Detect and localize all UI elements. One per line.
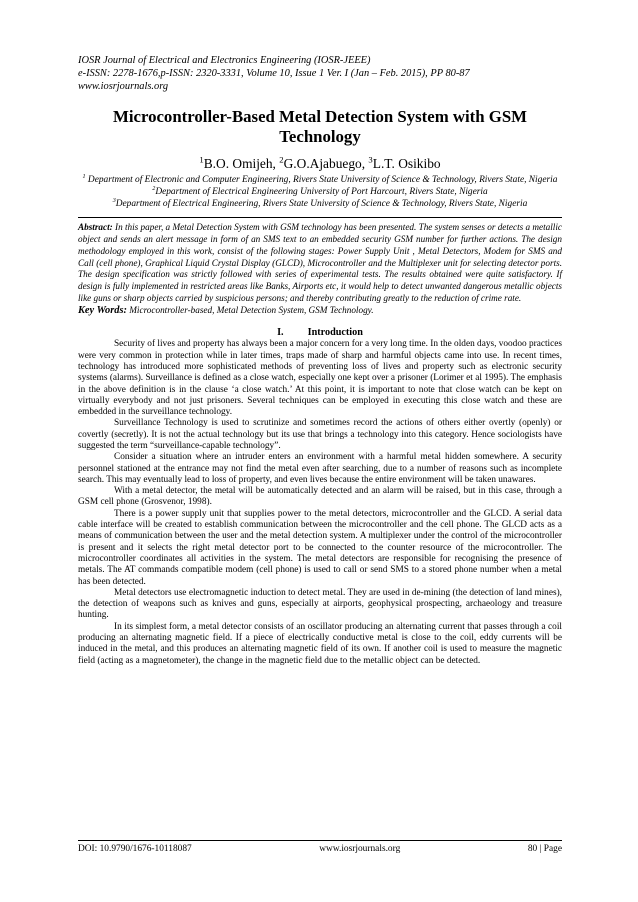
author-2-name: G.O.Ajabuego, xyxy=(283,156,369,171)
abstract-text: In this paper, a Metal Detection System with GSM technology has been presented. The system senses or detects a metallic object and sends an alert message in form of an SMS text to an embedded security GSM number for further actions. The design methodology employed in this work, consist of the following stages: Power Supply Unit , Metal Detectors, Modem for SMS and Call (cell phone), Graphical Liquid Crystal Display (GLCD), Microcontroller and the Multiplexer unit for selecting detector ports. The design specification was strictly followed with series of experimental tests. The results obtained were quite satisfactory. If design is fully implemented in restricted areas like Banks, Airports etc, it would help to detect unwanted dangerous metallic objects like guns or sharp objects carried by suspicious persons; and thereby contributing greatly to the reduction of crime rate. xyxy=(78,222,562,303)
section-title: Introduction xyxy=(307,327,363,339)
journal-header xyxy=(78,54,562,93)
author-3-name: L.T. Osikibo xyxy=(372,156,441,171)
author-list xyxy=(78,156,562,172)
keywords xyxy=(78,304,562,317)
footer-page-number: 80 | Page xyxy=(527,844,562,854)
paragraph: Surveillance Technology is used to scrutinize and sometimes record the actions of others either overtly (openly) or covertly (secretly). It is not the actual technology but its use that brings a technology into this category. Hence sociologists have suggested the term “surveillance-capable technology”. xyxy=(78,418,562,451)
paragraph: Security of lives and property has always been a major concern for a very long time. In the olden days, voodoo practices were very common in protection while in later times, traps made of sharp and harmful objects came into use. In recent times, technology has introduced more sophisticated methods of preventing loss of lives and property such as electronic security systems (alarms). Surveillance is defined as a close watch, especially one kept over a prisoner (Lorimer et al 1995). The emphasis in the above definition is in the clause ‘a close watch.’ At this point, it is important to note that close watch can be kept on virtually everybody and not just prisoners. Several techniques can be employed in executing this close watch and these are embedded in the surveillance technology. xyxy=(78,339,562,418)
affiliation-3-text: Department of Electrical Engineering, Rivers State University of Science & Technology, Rivers State, Nigeria xyxy=(115,198,528,209)
paragraph: With a metal detector, the metal will be automatically detected and an alarm will be raised, but in this case, through a GSM cell phone (Grosvenor, 1998). xyxy=(78,486,562,508)
footer-url[interactable]: www.iosrjournals.org xyxy=(319,844,401,854)
footer-doi: DOI: 10.9790/1676-10118087 xyxy=(78,844,192,854)
journal-issn: e-ISSN: 2278-1676,p-ISSN: 2320-3331, Volume 10, Issue 1 Ver. I (Jan – Feb. 2015), PP 80-87 xyxy=(78,68,470,79)
author-1-name: B.O. Omijeh, xyxy=(203,156,280,171)
page-footer xyxy=(78,840,562,854)
affiliation-2-sup: 2 xyxy=(152,185,156,192)
author-2-sup: 2 xyxy=(279,154,284,165)
paragraph: Metal detectors use electromagnetic induction to detect metal. They are used in de-mining (the detection of land mines), the detection of weapons such as knives and guns, especially at airports, geophysical prospecting, archaeology and treasure hunting. xyxy=(78,587,562,621)
affiliation-2 xyxy=(78,187,562,199)
author-3-sup: 3 xyxy=(368,154,373,165)
affiliation-1-text: Department of Electronic and Computer Engineering, Rivers State University of Science & Technology, Rivers State, Nigeria xyxy=(85,175,558,185)
abstract-label: Abstract: xyxy=(78,222,113,233)
paper-page xyxy=(78,42,562,667)
section-heading xyxy=(78,327,562,339)
body-text xyxy=(78,339,562,667)
journal-url[interactable]: www.iosrjournals.org xyxy=(78,81,169,92)
journal-name: IOSR Journal of Electrical and Electronics Engineering (IOSR-JEEE) xyxy=(78,55,371,66)
keywords-label: Key Words: xyxy=(78,305,127,317)
affiliation-1 xyxy=(78,175,562,187)
paragraph: There is a power supply unit that supplies power to the metal detectors, microcontroller and the GLCD. A serial data cable interface will be created to establish communication between the microcontroller and the cell phone. The GLCD acts as a means of communication between the user and the metal detection system. A multiplexer under the control of the microcontroller is present and it selects the right metal detector port to be connected to the counter resource of the microcontroller. The microcontroller coordinates all activities in the system. The metal detectors are responsible for recognising the presence of metals. The AT commands compatible modem (cell phone) is used to call or send SMS to a stored phone number when a metal has been detected. xyxy=(78,508,562,587)
header-divider xyxy=(78,217,562,218)
author-1-sup: 1 xyxy=(199,154,204,165)
affiliation-2-text: Department of Electrical Engineering University of Port Harcourt, Rivers State, Nigeria xyxy=(155,186,488,197)
keywords-text: Microcontroller-based, Metal Detection System, GSM Technology. xyxy=(126,305,374,316)
affiliation-3 xyxy=(78,199,562,211)
affiliations xyxy=(78,175,562,210)
paragraph: In its simplest form, a metal detector consists of an oscillator producing an alternating current that passes through a coil producing an alternating magnetic field. If a piece of electrically conductive metal is close to the coil, eddy currents will be induced in the metal, and this produces an alternating magnetic field of its own. If another coil is used to measure the magnetic field (acting as a magnetometer), the change in the magnetic field due to the metallic object can be detected. xyxy=(78,621,562,666)
paragraph: Consider a situation where an intruder enters an environment with a harmful metal hidden somewhere. A security personnel stationed at the entrance may not find the metal even after searching, due to a number of reasons such as incomplete search. This may eventually lead to loss of property, and even lives because the entire environment will be taken unawares. xyxy=(78,452,562,485)
affiliation-1-sup: 1 xyxy=(82,173,86,180)
section-number: I. xyxy=(277,327,284,339)
abstract xyxy=(78,222,562,304)
affiliation-3-sup: 3 xyxy=(112,197,116,204)
paper-title: Microcontroller-Based Metal Detection System with GSM Technology xyxy=(113,107,527,146)
